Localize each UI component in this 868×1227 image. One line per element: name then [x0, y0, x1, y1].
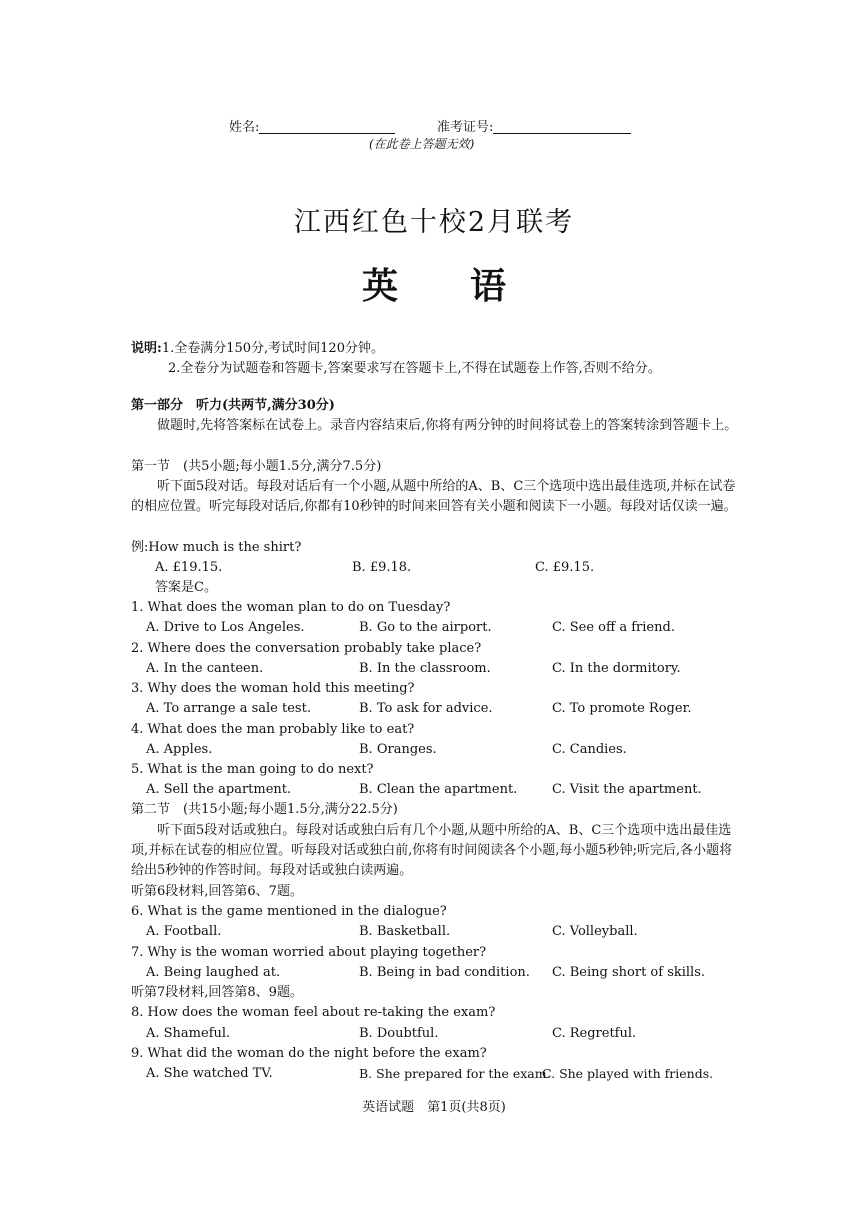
instructions-label: 说明: [131, 341, 162, 356]
q6-option-a: A. Football. [146, 924, 222, 939]
question-8: 8. How does the woman feel about re-taking the exam? [131, 1005, 496, 1020]
example-option-a: A. £19.15. [155, 560, 223, 575]
q2-option-a: A. In the canteen. [146, 661, 264, 676]
q2-option-b: B. In the classroom. [359, 661, 491, 676]
header-note: (在此卷上答题无效) [369, 137, 475, 151]
material-7-instruction: 听第7段材料,回答第8、9题。 [131, 985, 303, 1000]
example-option-b: B. £9.18. [352, 560, 412, 575]
q4-option-c: C. Candies. [552, 742, 627, 757]
q3-option-b: B. To ask for advice. [359, 701, 493, 716]
q5-option-a: A. Sell the apartment. [146, 782, 292, 797]
instruction-item-2: 2.全卷分为试题卷和答题卡,答案要求写在答题卡上,不得在试题卷上作答,否则不给分。 [168, 361, 661, 376]
q9-option-a: A. She watched TV. [146, 1066, 273, 1081]
instruction-item-1: 1.全卷满分150分,考试时间120分钟。 [161, 341, 384, 356]
q8-option-c: C. Regretful. [552, 1026, 637, 1041]
question-5: 5. What is the man going to do next? [131, 762, 374, 777]
q5-option-c: C. Visit the apartment. [552, 782, 702, 797]
q8-option-a: A. Shameful. [146, 1026, 231, 1041]
q8-option-b: B. Doubtful. [359, 1026, 439, 1041]
material-6-instruction: 听第6段材料,回答第6、7题。 [131, 884, 303, 899]
q6-option-c: C. Volleyball. [552, 924, 638, 939]
question-6: 6. What is the game mentioned in the dialogue? [131, 904, 447, 919]
q2-option-c: C. In the dormitory. [552, 661, 681, 676]
q5-option-b: B. Clean the apartment. [359, 782, 518, 797]
section2-intro: 听下面5段对话或独白。每段对话或独白后有几个小题,从题中所给的A、B、C三个选项中选出最佳选项,并标在试卷的相应位置。听每段对话或独白前,你将有时间阅读各个小题,每小题5秒钟;听完后,各小题将给出5秒钟的作答时间。每段对话或独白读两遍。 [131, 823, 733, 878]
exam-number-label: 准考证号: [437, 120, 494, 135]
name-blank [259, 119, 395, 134]
q3-option-a: A. To arrange a sale test. [146, 701, 311, 716]
q7-option-a: A. Being laughed at. [146, 965, 281, 980]
example-answer: 答案是C。 [155, 580, 217, 595]
name-field [229, 116, 395, 135]
q1-option-b: B. Go to the airport. [359, 620, 492, 635]
q9-option-b: B. She prepared for the exam. [359, 1066, 551, 1081]
q4-option-b: B. Oranges. [359, 742, 437, 757]
section1-heading: 第一节 (共5小题;每小题1.5分,满分7.5分) [131, 459, 382, 474]
part1-heading: 第一部分 听力(共两节,满分30分) [131, 398, 335, 413]
q4-option-a: A. Apples. [146, 742, 213, 757]
section1-intro: 听下面5段对话。每段对话后有一个小题,从题中所给的A、B、C三个选项中选出最佳选项,并标在试卷的相应位置。听完每段对话后,你都有10秒钟的时间来回答有关小题和阅读下一小题。每段对话仅读一遍。 [131, 479, 737, 514]
q3-option-c: C. To promote Roger. [552, 701, 692, 716]
q7-option-b: B. Being in bad condition. [359, 965, 530, 980]
question-2: 2. Where does the conversation probably take place? [131, 641, 482, 656]
name-label: 姓名: [229, 120, 260, 135]
question-7: 7. Why is the woman worried about playing together? [131, 945, 487, 960]
section2-heading: 第二节 (共15小题;每小题1.5分,满分22.5分) [131, 802, 398, 817]
q1-option-a: A. Drive to Los Angeles. [146, 620, 305, 635]
instructions-1 [131, 339, 384, 359]
page-footer: 英语试题 第1页(共8页) [362, 1100, 506, 1115]
exam-number-blank [493, 119, 631, 134]
q9-option-c: C. She played with friends. [542, 1066, 714, 1081]
question-4: 4. What does the man probably like to eat? [131, 722, 415, 737]
q6-option-b: B. Basketball. [359, 924, 451, 939]
question-3: 3. Why does the woman hold this meeting? [131, 681, 415, 696]
example-option-c: C. £9.15. [535, 560, 595, 575]
q7-option-c: C. Being short of skills. [552, 965, 706, 980]
q1-option-c: C. See off a friend. [552, 620, 675, 635]
exam-title: 江西红色十校2月联考 [293, 207, 575, 238]
example-question: 例:How much is the shirt? [131, 540, 302, 555]
subject-title: 英 语 [361, 265, 506, 307]
question-9: 9. What did the woman do the night before the exam? [131, 1046, 487, 1061]
exam-number-field [437, 116, 631, 135]
part1-intro: 做题时,先将答案标在试卷上。录音内容结束后,你将有两分钟的时间将试卷上的答案转涂到答题卡上。 [157, 418, 738, 433]
question-1: 1. What does the woman plan to do on Tuesday? [131, 600, 451, 615]
